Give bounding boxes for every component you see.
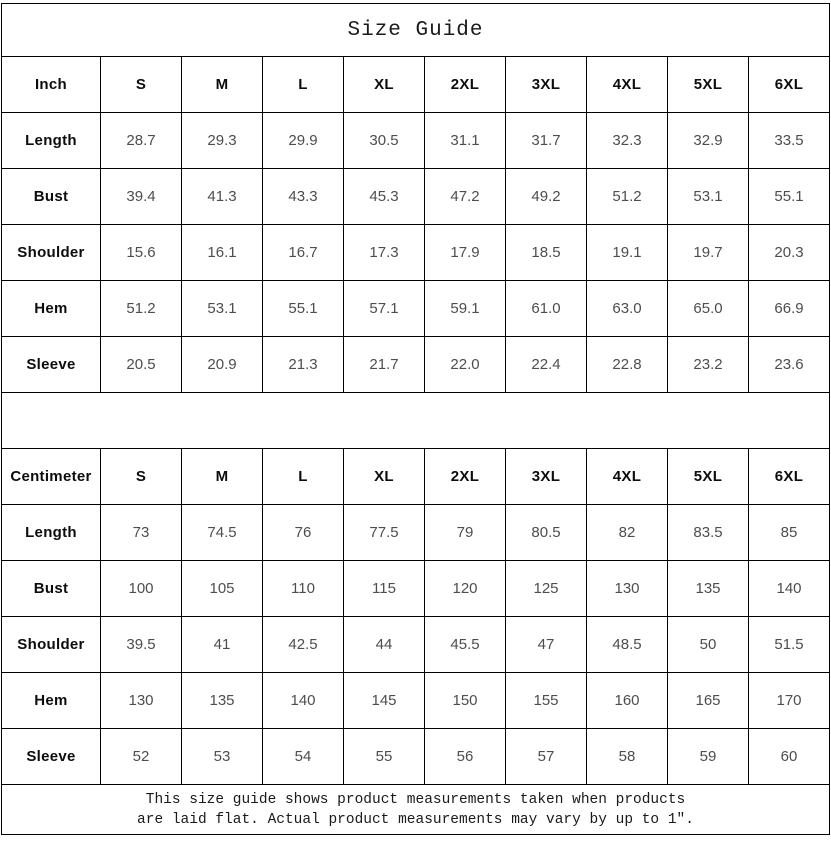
unit-header-inch: Inch xyxy=(2,57,101,113)
measurement-cell: 57 xyxy=(506,729,587,785)
measurement-cell: 82 xyxy=(587,505,668,561)
measurement-cell: 165 xyxy=(668,673,749,729)
footer-note-line1: This size guide shows product measurements taken when products xyxy=(145,791,686,808)
measurement-cell: 20.9 xyxy=(182,337,263,393)
measurement-cell: 19.1 xyxy=(587,225,668,281)
footer-row xyxy=(2,785,830,835)
measurement-cell: 77.5 xyxy=(344,505,425,561)
measurement-cell: 22.8 xyxy=(587,337,668,393)
measurement-cell: 55 xyxy=(344,729,425,785)
measurement-cell: 18.5 xyxy=(506,225,587,281)
measurement-cell: 135 xyxy=(668,561,749,617)
measurement-cell: 45.3 xyxy=(344,169,425,225)
measurement-cell: 47.2 xyxy=(425,169,506,225)
measurement-cell: 65.0 xyxy=(668,281,749,337)
size-header: XL xyxy=(344,57,425,113)
measurement-cell: 15.6 xyxy=(101,225,182,281)
measurement-cell: 130 xyxy=(101,673,182,729)
measurement-cell: 31.7 xyxy=(506,113,587,169)
size-header: 5XL xyxy=(668,449,749,505)
measurement-cell: 160 xyxy=(587,673,668,729)
measurement-cell: 33.5 xyxy=(749,113,830,169)
measurement-cell: 145 xyxy=(344,673,425,729)
table-row xyxy=(2,113,830,169)
measurement-cell: 39.5 xyxy=(101,617,182,673)
measurement-cell: 16.1 xyxy=(182,225,263,281)
title-row xyxy=(2,4,830,57)
table-row xyxy=(2,673,830,729)
measurement-cell: 42.5 xyxy=(263,617,344,673)
measurement-cell: 51.2 xyxy=(587,169,668,225)
size-header: M xyxy=(182,57,263,113)
table-row xyxy=(2,617,830,673)
measurement-cell: 51.2 xyxy=(101,281,182,337)
measurement-cell: 31.1 xyxy=(425,113,506,169)
row-label: Sleeve xyxy=(2,337,101,393)
spacer-row xyxy=(2,393,830,449)
measurement-cell: 43.3 xyxy=(263,169,344,225)
measurement-cell: 22.0 xyxy=(425,337,506,393)
row-label: Shoulder xyxy=(2,617,101,673)
measurement-cell: 59 xyxy=(668,729,749,785)
measurement-cell: 23.6 xyxy=(749,337,830,393)
measurement-cell: 47 xyxy=(506,617,587,673)
measurement-cell: 55.1 xyxy=(749,169,830,225)
measurement-cell: 73 xyxy=(101,505,182,561)
table-row xyxy=(2,729,830,785)
measurement-cell: 63.0 xyxy=(587,281,668,337)
measurement-cell: 130 xyxy=(587,561,668,617)
size-header: 6XL xyxy=(749,57,830,113)
row-label: Hem xyxy=(2,281,101,337)
table-row xyxy=(2,505,830,561)
size-header: 2XL xyxy=(425,57,506,113)
measurement-cell: 30.5 xyxy=(344,113,425,169)
row-label: Shoulder xyxy=(2,225,101,281)
measurement-cell: 53 xyxy=(182,729,263,785)
footer-note-line2: are laid flat. Actual product measurements may vary by up to 1″. xyxy=(137,811,694,828)
table-row xyxy=(2,225,830,281)
measurement-cell: 21.7 xyxy=(344,337,425,393)
measurement-cell: 125 xyxy=(506,561,587,617)
measurement-cell: 39.4 xyxy=(101,169,182,225)
measurement-cell: 140 xyxy=(749,561,830,617)
measurement-cell: 120 xyxy=(425,561,506,617)
measurement-cell: 20.3 xyxy=(749,225,830,281)
measurement-cell: 55.1 xyxy=(263,281,344,337)
measurement-cell: 48.5 xyxy=(587,617,668,673)
measurement-cell: 44 xyxy=(344,617,425,673)
measurement-cell: 19.7 xyxy=(668,225,749,281)
measurement-cell: 45.5 xyxy=(425,617,506,673)
measurement-cell: 32.9 xyxy=(668,113,749,169)
measurement-cell: 66.9 xyxy=(749,281,830,337)
size-header: S xyxy=(101,57,182,113)
measurement-cell: 100 xyxy=(101,561,182,617)
inch-header-row xyxy=(2,57,830,113)
table-row xyxy=(2,281,830,337)
measurement-cell: 29.9 xyxy=(263,113,344,169)
measurement-cell: 23.2 xyxy=(668,337,749,393)
measurement-cell: 52 xyxy=(101,729,182,785)
measurement-cell: 20.5 xyxy=(101,337,182,393)
size-header: L xyxy=(263,449,344,505)
unit-header-centimeter: Centimeter xyxy=(2,449,101,505)
size-header: XL xyxy=(344,449,425,505)
measurement-cell: 135 xyxy=(182,673,263,729)
measurement-cell: 83.5 xyxy=(668,505,749,561)
measurement-cell: 85 xyxy=(749,505,830,561)
measurement-cell: 79 xyxy=(425,505,506,561)
measurement-cell: 28.7 xyxy=(101,113,182,169)
row-label: Length xyxy=(2,113,101,169)
measurement-cell: 74.5 xyxy=(182,505,263,561)
measurement-cell: 54 xyxy=(263,729,344,785)
size-header: 3XL xyxy=(506,449,587,505)
measurement-cell: 41 xyxy=(182,617,263,673)
measurement-cell: 60 xyxy=(749,729,830,785)
table-row xyxy=(2,337,830,393)
measurement-cell: 140 xyxy=(263,673,344,729)
row-label: Length xyxy=(2,505,101,561)
row-label: Bust xyxy=(2,561,101,617)
measurement-cell: 80.5 xyxy=(506,505,587,561)
measurement-cell: 50 xyxy=(668,617,749,673)
page-title: Size Guide xyxy=(2,4,830,57)
measurement-cell: 110 xyxy=(263,561,344,617)
measurement-cell: 59.1 xyxy=(425,281,506,337)
size-header: 2XL xyxy=(425,449,506,505)
footer-note xyxy=(2,785,830,835)
measurement-cell: 16.7 xyxy=(263,225,344,281)
spacer-cell xyxy=(2,393,830,449)
size-guide-table xyxy=(1,3,830,835)
measurement-cell: 105 xyxy=(182,561,263,617)
size-header: S xyxy=(101,449,182,505)
measurement-cell: 51.5 xyxy=(749,617,830,673)
measurement-cell: 76 xyxy=(263,505,344,561)
measurement-cell: 150 xyxy=(425,673,506,729)
cm-header-row xyxy=(2,449,830,505)
measurement-cell: 17.3 xyxy=(344,225,425,281)
size-header: L xyxy=(263,57,344,113)
measurement-cell: 53.1 xyxy=(182,281,263,337)
row-label: Bust xyxy=(2,169,101,225)
measurement-cell: 61.0 xyxy=(506,281,587,337)
measurement-cell: 170 xyxy=(749,673,830,729)
size-header: M xyxy=(182,449,263,505)
measurement-cell: 155 xyxy=(506,673,587,729)
measurement-cell: 21.3 xyxy=(263,337,344,393)
measurement-cell: 32.3 xyxy=(587,113,668,169)
row-label: Sleeve xyxy=(2,729,101,785)
size-header: 4XL xyxy=(587,449,668,505)
measurement-cell: 17.9 xyxy=(425,225,506,281)
table-row xyxy=(2,561,830,617)
measurement-cell: 53.1 xyxy=(668,169,749,225)
table-row xyxy=(2,169,830,225)
measurement-cell: 29.3 xyxy=(182,113,263,169)
size-header: 3XL xyxy=(506,57,587,113)
size-header: 5XL xyxy=(668,57,749,113)
measurement-cell: 58 xyxy=(587,729,668,785)
size-header: 4XL xyxy=(587,57,668,113)
measurement-cell: 49.2 xyxy=(506,169,587,225)
measurement-cell: 115 xyxy=(344,561,425,617)
row-label: Hem xyxy=(2,673,101,729)
measurement-cell: 22.4 xyxy=(506,337,587,393)
measurement-cell: 56 xyxy=(425,729,506,785)
measurement-cell: 57.1 xyxy=(344,281,425,337)
size-header: 6XL xyxy=(749,449,830,505)
measurement-cell: 41.3 xyxy=(182,169,263,225)
